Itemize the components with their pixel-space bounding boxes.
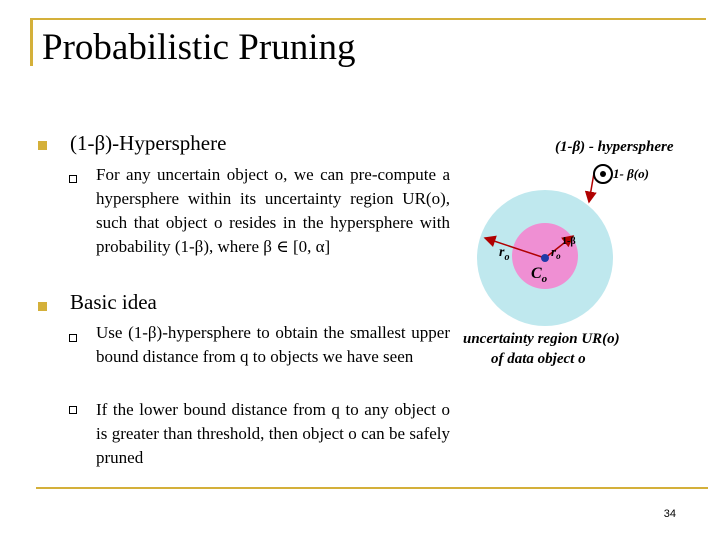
hypersphere-diagram xyxy=(455,128,715,378)
title-frame-horizontal xyxy=(30,18,706,20)
point-marker-dot xyxy=(600,171,606,177)
caption-line-1: uncertainty region UR(o) xyxy=(463,331,620,347)
bullet-marker xyxy=(38,141,47,150)
outer-radius-label: $r_o$ xyxy=(499,245,510,263)
hypersphere-label: (1-β) - hypersphere xyxy=(555,139,674,155)
inner-radius-superscript: 1-β xyxy=(562,236,576,247)
caption-line-2: of data object o xyxy=(491,351,586,367)
bullet-heading-basic-idea: Basic idea xyxy=(70,290,157,314)
hypersphere-description: For any uncertain object o, we can pre-compute a hypersphere within its uncertainty region UR(o), such that object o resides in the hypersphere with probability (1-β), where β ∈ [0, α] xyxy=(96,165,450,256)
sub-bullet-marker xyxy=(69,334,77,342)
center-label: $C_o$ xyxy=(531,265,548,285)
basic-idea-point-1: Use (1-β)-hypersphere to obtain the smallest upper bound distance from q to objects we have seen xyxy=(96,323,450,366)
sub-bullet-marker xyxy=(69,406,77,414)
center-dot xyxy=(541,254,549,262)
page-number: 34 xyxy=(663,508,676,520)
bullet-marker xyxy=(38,302,47,311)
sub-bullet-marker xyxy=(69,175,77,183)
bullet-heading-hypersphere: (1-β)-Hypersphere xyxy=(70,131,227,155)
point-label: 1- β(o) xyxy=(613,166,649,181)
footer-rule xyxy=(36,487,708,489)
basic-idea-point-2: If the lower bound distance from q to any object o is greater than threshold, then object o can be safely pruned xyxy=(96,400,450,467)
inner-radius-label: $r_o$ xyxy=(551,244,561,261)
title-frame-vertical xyxy=(30,18,33,66)
label-pointer-arrow xyxy=(589,173,594,202)
slide-title: Probabilistic Pruning xyxy=(42,27,356,68)
